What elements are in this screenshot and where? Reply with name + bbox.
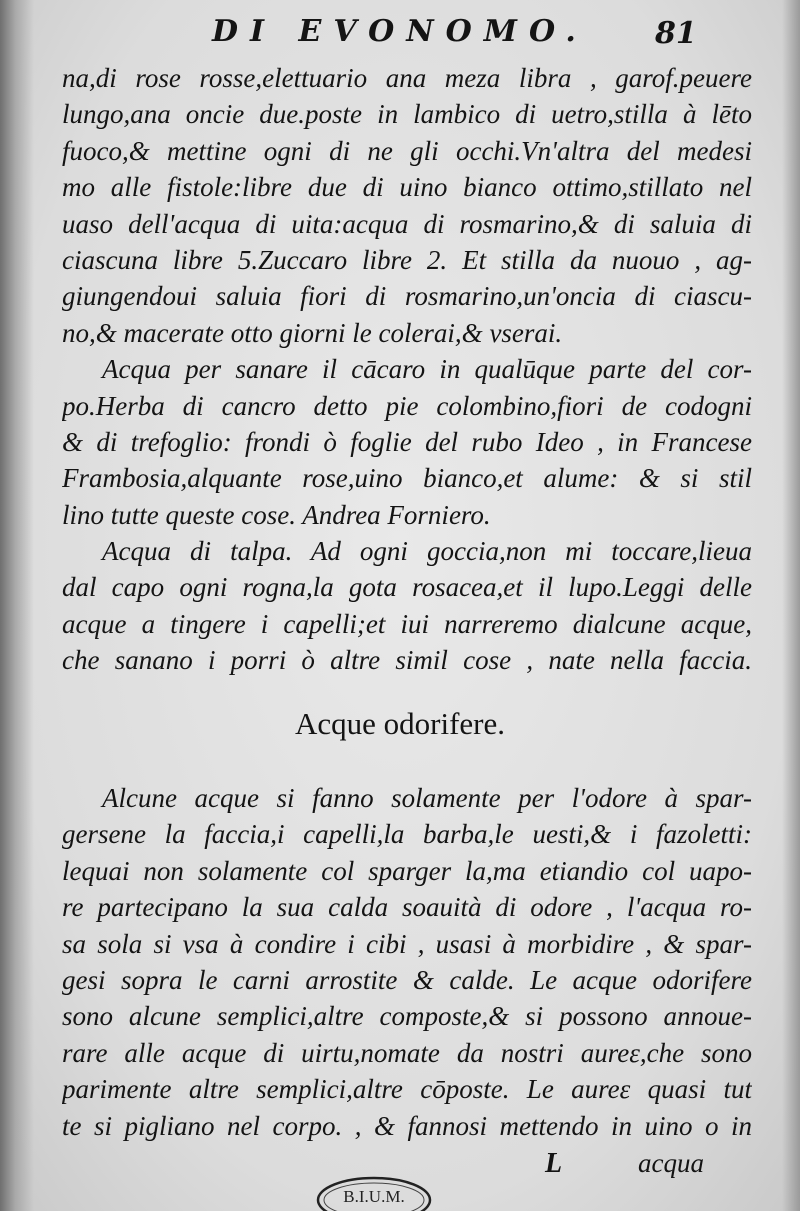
library-stamp bbox=[314, 1170, 434, 1211]
text-line: parimente altre semplici,altre cōposte. Le aureε quasi tut bbox=[62, 1074, 752, 1105]
text-line: dal capo ogni rogna,la gota rosacea,et il lupo.Leggi delle bbox=[62, 572, 752, 603]
catchword: acqua bbox=[638, 1148, 704, 1178]
page-header bbox=[0, 14, 800, 58]
text-line: Acqua per sanare il cācaro in qualūque parte del cor- bbox=[102, 354, 752, 385]
section-heading: Acque odorifere. bbox=[294, 706, 505, 741]
text-line: gersene la faccia,i capelli,la barba,le uesti,& i fazoletti: bbox=[62, 819, 752, 850]
text-line: acque a tingere i capelli;et iui narreremo dialcune acque, bbox=[62, 608, 752, 639]
text-line: Acqua di talpa. Ad ogni goccia,non mi toccare,lieua bbox=[102, 536, 752, 567]
text-line: giungendoui saluia fiori di rosmarino,un'oncia di ciascu- bbox=[62, 281, 752, 312]
running-title: DI EVONOMO. bbox=[212, 14, 588, 49]
text-block-1 bbox=[62, 60, 752, 679]
text-line: & di trefoglio: frondi ò foglie del rubo Ideo , in Francese bbox=[62, 426, 752, 457]
text-line: Frambosia,alquante rose,uino bianco,et alume: & si stil bbox=[62, 463, 752, 494]
text-line: fuoco,& mettine ogni di ne gli occhi.Vn'altra del medesi bbox=[62, 135, 752, 166]
signature-mark: L bbox=[545, 1148, 563, 1179]
text-line: lungo,ana oncie due.poste in lambico di uetro,stilla à lēto bbox=[62, 99, 752, 130]
text-line: ciascuna libre 5.Zuccaro libre 2. Et stilla da nuouo , ag- bbox=[62, 244, 752, 275]
text-line: rare alle acque di uirtu,nomate da nostri aureε,che sono bbox=[62, 1037, 752, 1068]
spine-shadow bbox=[0, 0, 34, 1211]
text-line: Alcune acque si fanno solamente per l'odore à spar- bbox=[102, 783, 752, 813]
page-number: 81 bbox=[655, 16, 697, 51]
text-line: lino tutte queste cose. Andrea Forniero. bbox=[62, 499, 491, 530]
text-line: gesi sopra le carni arrostite & calde. Le acque odorifere bbox=[62, 964, 752, 995]
text-line: che sanano i porri ò altre simil cose , nate nella faccia. bbox=[62, 645, 752, 676]
text-line: sono alcune semplici,altre composte,& si possono annoue- bbox=[62, 1001, 752, 1032]
text-line: re partecipano la sua calda soauità di odore , l'acqua ro- bbox=[62, 892, 752, 923]
stamp-text: B.I.U.M. bbox=[343, 1187, 405, 1206]
text-block-2 bbox=[62, 780, 752, 1144]
text-line: te si pigliano nel corpo. , & fannosi mettendo in uino o in bbox=[62, 1110, 752, 1141]
text-line: uaso dell'acqua di uita:acqua di rosmarino,& di saluia di bbox=[62, 208, 752, 239]
page-edge-shadow bbox=[782, 0, 800, 1211]
text-line: po.Herba di cancro detto pie colombino,fiori de codogni bbox=[62, 390, 752, 421]
text-line: no,& macerate otto giorni le colerai,& vserai. bbox=[62, 317, 563, 348]
text-line: sa sola si vsa à condire i cibi , usasi à morbidire , & spar- bbox=[62, 928, 752, 959]
text-line: mo alle fistole:libre due di uino bianco ottimo,stillato nel bbox=[62, 172, 752, 203]
text-line: na,di rose rosse,elettuario ana meza libra , garof.peuere bbox=[62, 63, 752, 93]
text-line: lequai non solamente col sparger la,ma etiandio col uapo- bbox=[62, 855, 752, 886]
